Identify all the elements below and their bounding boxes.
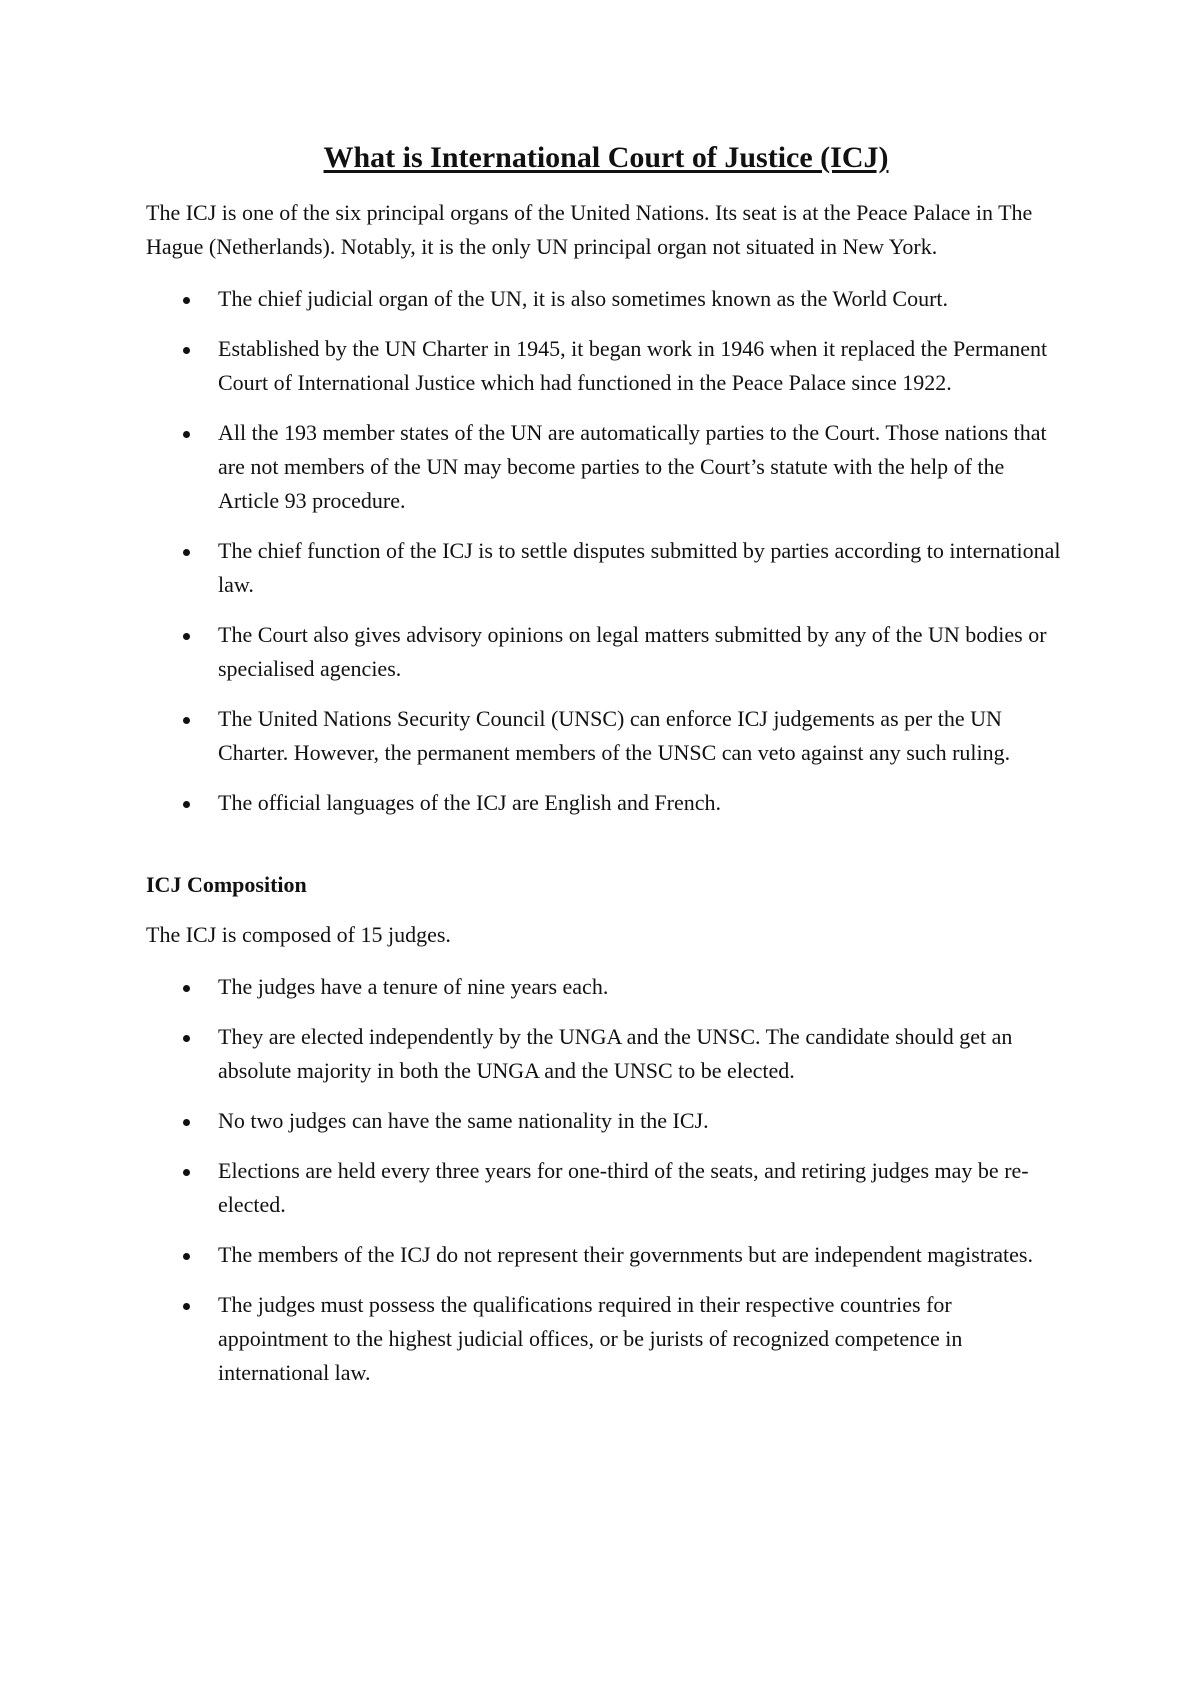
bullet-icon xyxy=(183,431,190,438)
list-item-text: The chief judicial organ of the UN, it is also sometimes known as the World Court. xyxy=(218,286,949,311)
bullet-icon xyxy=(183,1303,190,1310)
bullet-icon xyxy=(183,1169,190,1176)
bullet-icon xyxy=(183,297,190,304)
list-item-text: All the 193 member states of the UN are automatically parties to the Court. Those nations that are not members of the UN may become parties to the Court’s statute with the help of the Article 93 procedure. xyxy=(218,420,1047,513)
bullet-icon xyxy=(183,985,190,992)
list-item xyxy=(146,618,1066,686)
composition-bullet-list xyxy=(146,970,1066,1390)
list-item-text: The United Nations Security Council (UNSC) can enforce ICJ judgements as per the UN Charter. However, the permanent members of the UNSC can veto against any such ruling. xyxy=(218,706,1011,765)
list-item xyxy=(146,970,1066,1004)
section-heading-composition: ICJ Composition xyxy=(146,872,307,897)
list-item xyxy=(146,1020,1066,1088)
list-item-text: They are elected independently by the UNGA and the UNSC. The candidate should get an absolute majority in both the UNGA and the UNSC to be elected. xyxy=(218,1024,1013,1083)
bullet-icon xyxy=(183,549,190,556)
bullet-icon xyxy=(183,633,190,640)
intro-bullet-list xyxy=(146,282,1066,820)
bullet-icon xyxy=(183,801,190,808)
list-item-text: The chief function of the ICJ is to settle disputes submitted by parties according to international law. xyxy=(218,538,1061,597)
list-item-text: Elections are held every three years for one-third of the seats, and retiring judges may be re-elected. xyxy=(218,1158,1029,1217)
document-page xyxy=(146,140,1066,1406)
list-item-text: Established by the UN Charter in 1945, it began work in 1946 when it replaced the Permanent Court of International Justice which had functioned in the Peace Palace since 1922. xyxy=(218,336,1048,395)
bullet-icon xyxy=(183,347,190,354)
list-item xyxy=(146,416,1066,518)
list-item xyxy=(146,282,1066,316)
bullet-icon xyxy=(183,1119,190,1126)
list-item-text: The Court also gives advisory opinions on legal matters submitted by any of the UN bodies or specialised agencies. xyxy=(218,622,1047,681)
list-item-text: The judges must possess the qualifications required in their respective countries for appointment to the highest judicial offices, or be jurists of recognized competence in international law. xyxy=(218,1292,963,1385)
intro-paragraph: The ICJ is one of the six principal organs of the United Nations. Its seat is at the Peace Palace in The Hague (Netherlands). Notably, it is the only UN principal organ not situated in New York. xyxy=(146,200,1033,259)
list-item xyxy=(146,534,1066,602)
list-item-text: The members of the ICJ do not represent their governments but are independent magistrates. xyxy=(218,1242,1033,1267)
list-item xyxy=(146,1288,1066,1390)
list-item xyxy=(146,1238,1066,1272)
list-item xyxy=(146,702,1066,770)
list-item xyxy=(146,1104,1066,1138)
list-item-text: No two judges can have the same nationality in the ICJ. xyxy=(218,1108,709,1133)
list-item-text: The judges have a tenure of nine years each. xyxy=(218,974,609,999)
list-item xyxy=(146,1154,1066,1222)
bullet-icon xyxy=(183,1035,190,1042)
page-title: What is International Court of Justice (ICJ) xyxy=(323,141,889,174)
list-item xyxy=(146,332,1066,400)
bullet-icon xyxy=(183,1253,190,1260)
bullet-icon xyxy=(183,717,190,724)
list-item-text: The official languages of the ICJ are English and French. xyxy=(218,790,721,815)
composition-intro: The ICJ is composed of 15 judges. xyxy=(146,922,451,947)
list-item xyxy=(146,786,1066,820)
